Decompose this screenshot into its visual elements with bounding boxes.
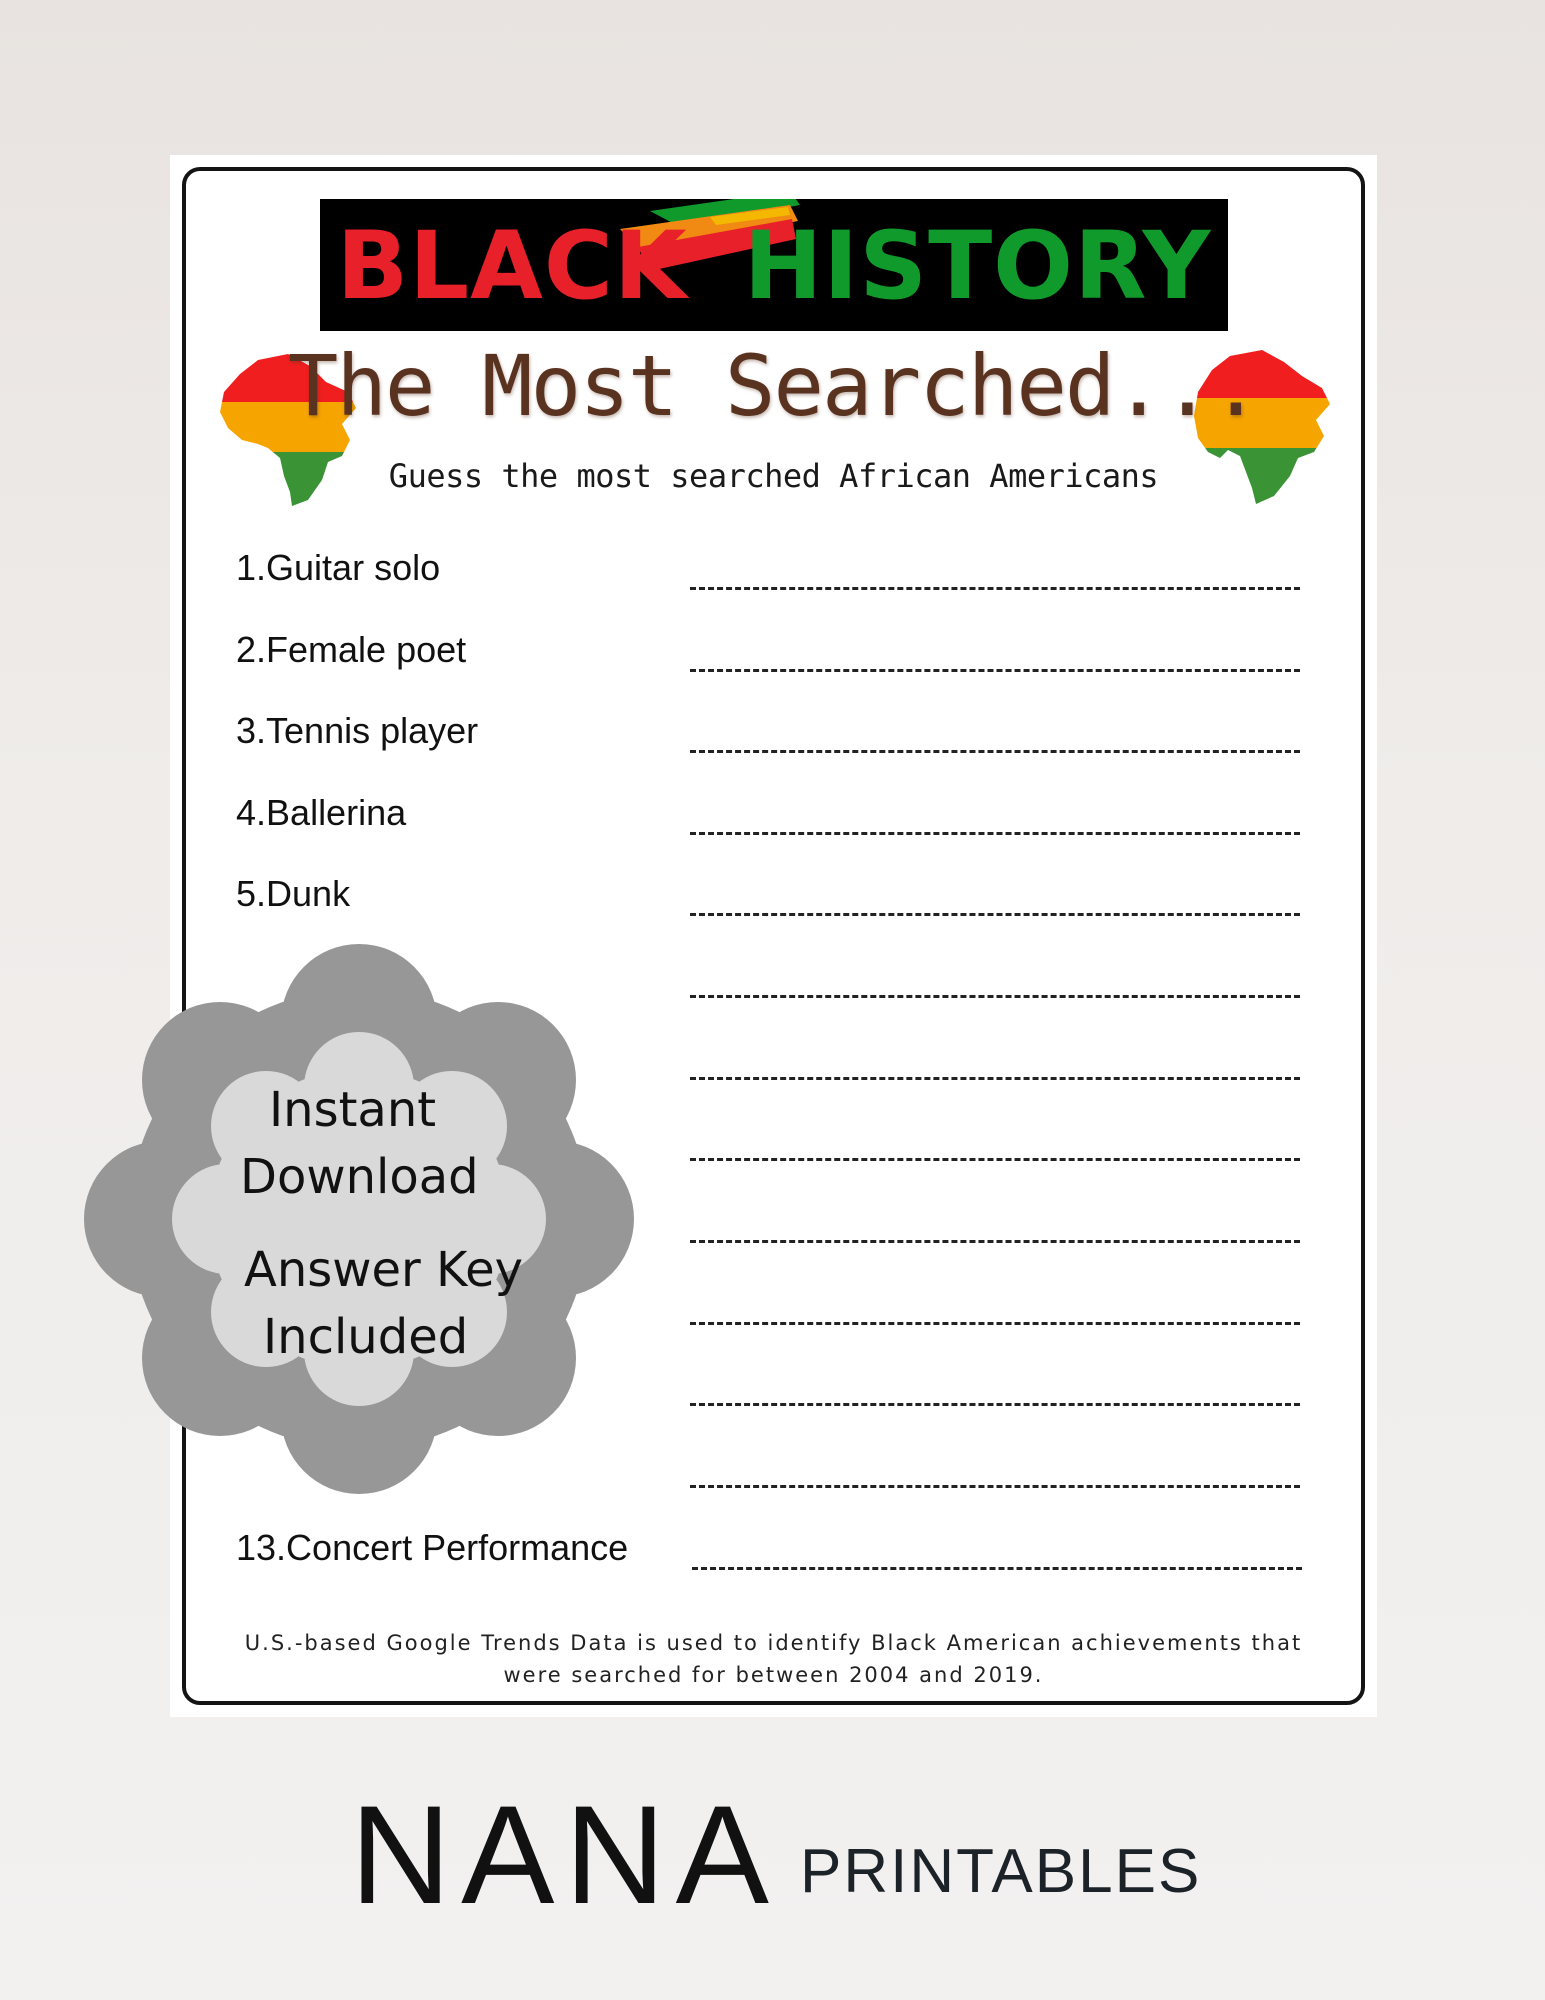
- question-label: 2.Female poet: [236, 629, 467, 670]
- question-row: [170, 629, 1377, 689]
- brand-name: NANA: [350, 1776, 779, 1933]
- answer-blank[interactable]: [690, 913, 1300, 916]
- question-row: [170, 792, 1377, 852]
- answer-blank[interactable]: [690, 750, 1300, 753]
- answer-blank[interactable]: [690, 669, 1300, 672]
- question-label: 5.Dunk: [236, 873, 351, 914]
- question-label: 1.Guitar solo: [236, 547, 441, 588]
- banner-heading: [320, 212, 1228, 321]
- brand-tagline: PRINTABLES: [800, 1837, 1202, 1906]
- question-label: 3.Tennis player: [236, 710, 479, 751]
- answer-blank[interactable]: [690, 1077, 1300, 1080]
- answer-blank[interactable]: [690, 1403, 1300, 1406]
- answer-blank[interactable]: [690, 1322, 1300, 1325]
- page-subtitle: Guess the most searched African Americans: [388, 457, 1159, 495]
- answer-blank[interactable]: [690, 1240, 1300, 1243]
- answer-blank[interactable]: [692, 1567, 1302, 1570]
- badge-line: Instant: [269, 1082, 437, 1138]
- question-row: [170, 1527, 1377, 1587]
- banner-word-black: BLACK: [336, 212, 688, 321]
- badge-line: Answer Key: [244, 1242, 524, 1298]
- instant-download-badge: [77, 937, 642, 1502]
- answer-blank[interactable]: [690, 832, 1300, 835]
- answer-blank[interactable]: [690, 1158, 1300, 1161]
- badge-line: Download: [240, 1149, 479, 1205]
- answer-blank[interactable]: [690, 1485, 1300, 1488]
- scalloped-badge-icon: [77, 937, 642, 1502]
- answer-blank[interactable]: [690, 995, 1300, 998]
- answer-blank[interactable]: [690, 587, 1300, 590]
- question-row: [170, 710, 1377, 770]
- footnote: U.S.-based Google Trends Data is used to identify Black American achievements that were searched for between 2004 and 2019.: [244, 1631, 1303, 1687]
- question-row: [170, 873, 1377, 933]
- question-label: 13.Concert Performance: [236, 1527, 629, 1568]
- badge-line: Included: [263, 1309, 469, 1365]
- question-label: 4.Ballerina: [236, 792, 407, 833]
- title-banner: [320, 199, 1228, 331]
- page-title: The Most Searched...: [287, 337, 1260, 435]
- brand-logo: [0, 1776, 1545, 1933]
- question-row: [170, 547, 1377, 607]
- banner-word-history: HISTORY: [743, 212, 1212, 321]
